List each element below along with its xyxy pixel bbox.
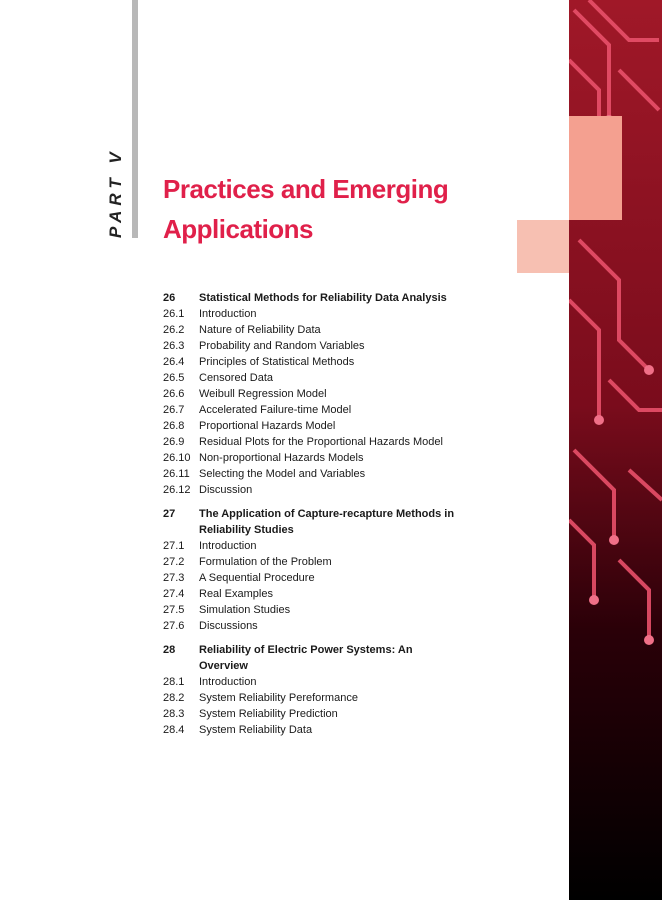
section-title: Discussions: [199, 620, 258, 632]
section-number: 27.1: [163, 540, 185, 552]
vertical-rule: [132, 0, 138, 238]
section-title: Nature of Reliability Data: [199, 324, 321, 336]
section-entry: [163, 674, 463, 690]
chapter-block: [163, 506, 463, 634]
section-entry: [163, 722, 463, 738]
table-of-contents: [163, 290, 463, 746]
section-title: Introduction: [199, 540, 257, 552]
section-number: 27.4: [163, 588, 185, 600]
chapter-heading: [163, 290, 463, 306]
section-number: 28.1: [163, 676, 185, 688]
part-title: Practices and Emerging Applications: [163, 174, 449, 244]
section-number: 26.7: [163, 404, 185, 416]
section-number: 26.5: [163, 372, 185, 384]
chapter-number: 27: [163, 508, 176, 520]
section-title: Formulation of the Problem: [199, 556, 332, 568]
section-entry: [163, 434, 463, 450]
section-entry: [163, 450, 463, 466]
section-entry: [163, 466, 463, 482]
section-title: Selecting the Model and Variables: [199, 468, 366, 480]
section-title: Principles of Statistical Methods: [199, 356, 355, 368]
section-title: Accelerated Failure-time Model: [199, 404, 352, 416]
section-entry: [163, 602, 463, 618]
chapter-heading: [163, 642, 463, 674]
chapter-title: Reliability of Electric Power Systems: An Overview: [199, 644, 413, 672]
section-number: 26.6: [163, 388, 185, 400]
section-title: Residual Plots for the Proportional Hazards Model: [199, 436, 443, 448]
section-entry: [163, 690, 463, 706]
chapter-block: [163, 642, 463, 738]
chapter-block: [163, 290, 463, 498]
section-entry: [163, 338, 463, 354]
section-title: Discussion: [199, 484, 253, 496]
section-title: Weibull Regression Model: [199, 388, 327, 400]
section-title: Introduction: [199, 676, 257, 688]
section-entry: [163, 706, 463, 722]
section-number: 26.3: [163, 340, 185, 352]
section-title: A Sequential Procedure: [199, 572, 315, 584]
section-number: 26.12: [163, 484, 191, 496]
section-title: Censored Data: [199, 372, 273, 384]
section-number: 28.4: [163, 724, 185, 736]
chapter-title: Statistical Methods for Reliability Data Analysis: [199, 292, 447, 304]
section-entry: [163, 418, 463, 434]
chapter-heading: [163, 506, 463, 538]
section-entry: [163, 354, 463, 370]
section-title: System Reliability Prediction: [199, 708, 338, 720]
section-number: 26.9: [163, 436, 185, 448]
section-number: 26.11: [163, 468, 190, 480]
chapter-number: 26: [163, 292, 176, 304]
section-entry: [163, 402, 463, 418]
decorative-block-light-pink: [517, 220, 569, 273]
chapter-number: 28: [163, 644, 176, 656]
section-title: Non-proportional Hazards Models: [199, 452, 364, 464]
section-entry: [163, 618, 463, 634]
section-title: System Reliability Data: [199, 724, 313, 736]
section-entry: [163, 554, 463, 570]
section-title: Real Examples: [199, 588, 273, 600]
section-title: Probability and Random Variables: [199, 340, 365, 352]
section-number: 28.2: [163, 692, 185, 704]
section-number: 27.6: [163, 620, 185, 632]
section-number: 26.8: [163, 420, 185, 432]
section-number: 27.5: [163, 604, 185, 616]
section-entry: [163, 370, 463, 386]
part-label: PART V: [106, 147, 125, 238]
section-number: 27.2: [163, 556, 185, 568]
section-number: 26.4: [163, 356, 185, 368]
section-title: System Reliability Pereformance: [199, 692, 358, 704]
section-title: Introduction: [199, 308, 257, 320]
chapter-title: The Application of Capture-recapture Methods in Reliability Studies: [199, 508, 455, 536]
section-number: 26.1: [163, 308, 185, 320]
section-entry: [163, 538, 463, 554]
section-entry: [163, 322, 463, 338]
section-entry: [163, 306, 463, 322]
section-entry: [163, 386, 463, 402]
decorative-block-pink: [569, 116, 622, 220]
section-number: 26.10: [163, 452, 191, 464]
section-entry: [163, 482, 463, 498]
section-number: 28.3: [163, 708, 185, 720]
section-entry: [163, 586, 463, 602]
section-entry: [163, 570, 463, 586]
section-title: Proportional Hazards Model: [199, 420, 336, 432]
section-number: 27.3: [163, 572, 185, 584]
section-number: 26.2: [163, 324, 185, 336]
section-title: Simulation Studies: [199, 604, 291, 616]
